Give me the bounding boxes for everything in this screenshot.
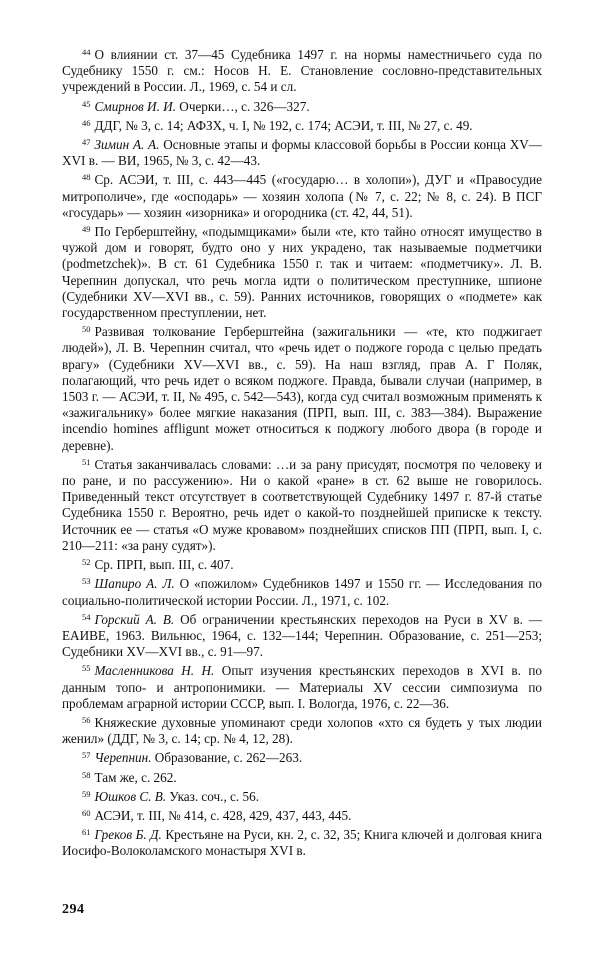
footnote-55 — [62, 660, 542, 712]
footnote-number: 45 — [82, 98, 91, 109]
footnote-number: 60 — [82, 807, 91, 818]
footnote-author: Юшков С. В. — [94, 788, 167, 804]
footnote-text: Ср. АСЭИ, т. III, с. 443—445 («государю… в холопи»), ДУГ и «Правосудие митрополиче», где «осподарь» — хозяин холопа (№ 7, с. 22; № 8, с. 24). В ПСГ «государь» — хозяин «изорника» и огородника (ст. 42, 44, 51). — [62, 172, 542, 220]
footnote-text: ДДГ, № 3, с. 14; АФЗХ, ч. I, № 192, с. 174; АСЭИ, т. III, № 27, с. 49. — [94, 117, 473, 133]
footnote-text: Статья заканчивалась словами: …и за рану присудят, посмотря по человеку и по ране, и по рассужению». Ни о какой «ране» в ст. 62 выше не говорилось. Приведенный текст отсутствует в соответствующей Судебнику 1497 г. 87-й статье Судебника 1550 г. Вероятно, речь идет о какой-то позднейшей приписке к тексту. Источник ее — статья «О муже кровавом» позднейших списков ПП (ПРП, вып. I, с. 210—211: «за рану судят»). — [62, 456, 542, 553]
footnote-author: Греков Б. Д. — [94, 827, 162, 843]
footnote-60 — [62, 805, 542, 824]
footnote-48 — [62, 169, 542, 221]
footnote-number: 46 — [82, 117, 91, 128]
footnote-number: 59 — [82, 788, 91, 799]
footnote-59 — [62, 786, 542, 805]
footnote-text: Развивая толкование Герберштейна (зажигальники — «те, кто поджигает людей»), Л. В. Черепнин считал, что «речь идет о поджоге города с целью предать врагу» (Судебники XV—XVI вв., с. 59). На наш взгляд, прав А. Г Поляк, полагающий, что речь идет о всяком поджоге. Правда, бывали случаи (например, в 1503 г. — АСЭИ, т. II, № 495, с. 542—543), когда суд считал возможным применять к «зажигальнику» более мягкие наказания (ПРП, вып. III, с. 383—384). Выражение incendio homines affligunt может относиться к поджогу любого двора (в городе и деревне). — [62, 324, 542, 453]
footnote-44 — [62, 44, 542, 96]
footnote-text: Очерки…, с. 326—327. — [179, 98, 310, 114]
footnote-50 — [62, 321, 542, 454]
footnote-number: 50 — [82, 324, 91, 335]
footnote-45 — [62, 96, 542, 115]
footnote-56 — [62, 712, 542, 747]
footnote-number: 49 — [82, 224, 91, 235]
footnote-text: АСЭИ, т. III, № 414, с. 428, 429, 437, 443, 445. — [94, 807, 352, 823]
footnote-author: Зимин А. А. — [94, 137, 160, 153]
footnote-number: 53 — [82, 576, 91, 587]
footnote-number: 55 — [82, 663, 91, 674]
footnote-text: Княжеские духовные упоминают среди холопов «хто ся будеть у тых людии женил» (ДДГ, № 3, с. 14; ср. № 4, 12, 28). — [62, 714, 542, 747]
footnote-number: 52 — [82, 557, 91, 568]
footnote-text: О «пожилом» Судебников 1497 и 1550 гг. — Исследования по социально-политической истории России. Л., 1971, с. 102. — [62, 576, 542, 608]
footnote-53 — [62, 573, 542, 608]
footnote-51 — [62, 454, 542, 554]
footnote-author: Масленникова Н. Н. — [94, 663, 215, 679]
footnote-text: Опыт изучения крестьянских переходов в XVI в. по данным топо- и антропонимики. — Материалы XV сессии симпозиума по проблемам аграрной истории СССР, вып. I. Вологда, 1976, с. 22—36. — [62, 663, 542, 711]
footnote-text: Ср. ПРП, вып. III, с. 407. — [94, 557, 234, 573]
footnote-number: 44 — [82, 47, 91, 57]
footnote-61 — [62, 824, 542, 859]
footnote-number: 56 — [82, 714, 91, 725]
footnote-text: Указ. соч., с. 56. — [169, 788, 259, 804]
footnote-number: 57 — [82, 750, 91, 761]
footnote-number: 48 — [82, 172, 91, 183]
footnote-54 — [62, 609, 542, 661]
footnote-number: 61 — [82, 827, 91, 838]
footnote-number: 58 — [82, 769, 91, 780]
footnote-number: 51 — [82, 456, 91, 467]
footnote-text: По Герберштейну, «подымщиками» были «те, кто тайно относят имущество в чужой дом и говорят, будто оно у них украдено, так называемые подметчики (podmetzchek)». В ст. 61 Судебника 1550 г. так и читаем: «подметчику». Л. В. Черепнин допускал, что речь могла идти о политическом преступнике, шпионе (Судебники XV—XVI вв., с. 59). Ранних источников, говорящих о «подмете» как государственном преступлении, нет. — [62, 224, 542, 321]
page-number: 294 — [62, 902, 85, 917]
footnote-52 — [62, 554, 542, 573]
footnote-author: Черепнин. — [94, 750, 152, 766]
footnote-text: О влиянии ст. 37—45 Судебника 1497 г. на нормы наместничьего суда по Судебнику 1550 г. см.: Носов Н. Е. Становление сословно-представительных учреждений в России. Л., 1969, с. 54 и сл. — [62, 47, 542, 95]
footnote-49 — [62, 221, 542, 321]
footnote-47 — [62, 134, 542, 169]
footnote-number: 47 — [82, 137, 91, 148]
footnotes — [62, 44, 542, 860]
footnote-46 — [62, 115, 542, 134]
footnote-57 — [62, 747, 542, 766]
footnote-text: Образование, с. 262—263. — [154, 750, 303, 766]
footnote-author: Горский А. В. — [94, 611, 175, 627]
footnote-number: 54 — [82, 611, 91, 622]
footnote-text: Крестьяне на Руси, кн. 2, с. 32, 35; Книга ключей и долговая книга Иосифо-Волоколамского монастыря XVI в. — [62, 827, 543, 859]
footnote-text: Там же, с. 262. — [94, 769, 177, 785]
footnote-author: Шапиро А. Л. — [94, 576, 175, 592]
footnote-author: Смирнов И. И. — [94, 98, 176, 114]
footnote-58 — [62, 767, 542, 786]
footnote-text: Об ограничении крестьянских переходов на Руси в XV в. — ЕАИВЕ, 1963. Вильнюс, 1964, с. 132—144; Черепнин. Образование, с. 251—253; Судебники XV—XVI вв., с. 91—97. — [62, 611, 543, 660]
footnote-text: Основные этапы и формы классовой борьбы в России конца XV—XVI в. — ВИ, 1965, № 3, с. 42—43. — [62, 137, 542, 169]
